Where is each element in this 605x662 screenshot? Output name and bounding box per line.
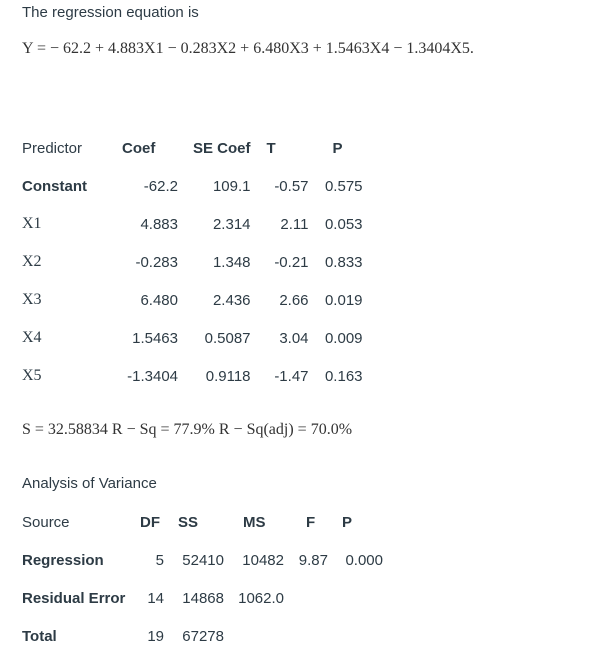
df-value: 19: [147, 627, 164, 645]
t-value: 2.66: [279, 291, 309, 309]
coef-value: -0.283: [135, 253, 178, 271]
table-row: [22, 281, 363, 319]
header-predictor: Predictor: [22, 139, 83, 157]
p-value: 0.163: [324, 367, 363, 385]
p-value: 0.575: [324, 177, 363, 195]
header-p: P: [342, 513, 353, 531]
intro-text: The regression equation is: [22, 4, 199, 21]
se-coef-value: 0.5087: [204, 329, 251, 347]
df-value: 5: [155, 551, 164, 569]
p-value: 0.000: [345, 551, 383, 569]
df-value: 14: [147, 589, 164, 607]
table-row: [22, 541, 383, 579]
table-row: [22, 319, 363, 357]
ss-value: 52410: [182, 551, 224, 569]
ms-value: [224, 617, 284, 655]
anova-table-header: [22, 503, 383, 541]
table-row: [22, 205, 363, 243]
predictor-name: X3: [22, 291, 42, 308]
coef-value: -62.2: [143, 177, 178, 195]
header-ms: MS: [243, 513, 266, 531]
header-df: DF: [140, 513, 160, 531]
table-row: [22, 357, 363, 395]
f-value: [284, 579, 328, 617]
ms-value: 1062.0: [238, 589, 284, 607]
p-value: 0.833: [324, 253, 363, 271]
ss-value: 14868: [182, 589, 224, 607]
header-f: F: [306, 513, 316, 531]
p-value: [328, 579, 383, 617]
predictor-name: X5: [22, 367, 42, 384]
p-value: [328, 617, 383, 655]
se-coef-value: 2.314: [212, 215, 251, 233]
header-coef: Coef: [122, 139, 156, 157]
header-t: T: [266, 139, 276, 157]
coef-value: -1.3404: [127, 367, 178, 385]
ss-value: 67278: [182, 627, 224, 645]
coef-value: 4.883: [140, 215, 178, 233]
t-value: 3.04: [279, 329, 309, 347]
predictor-name: X1: [22, 215, 42, 232]
anova-title: Analysis of Variance: [22, 475, 157, 492]
p-value: 0.053: [324, 215, 363, 233]
t-value: -0.21: [274, 253, 309, 271]
se-coef-value: 2.436: [212, 291, 251, 309]
ms-value: 10482: [242, 551, 284, 569]
anova-table: [22, 503, 383, 655]
table-row: [22, 579, 383, 617]
se-coef-value: 1.348: [212, 253, 251, 271]
header-ss: SS: [178, 513, 199, 531]
se-coef-value: 0.9118: [205, 367, 251, 385]
source-name: Total: [22, 627, 57, 645]
coef-table-header: [22, 129, 363, 167]
header-source: Source: [22, 513, 70, 531]
header-se-coef: SE Coef: [193, 139, 251, 157]
se-coef-value: 109.1: [212, 177, 251, 195]
t-value: -1.47: [274, 367, 309, 385]
p-value: 0.019: [324, 291, 363, 309]
source-name: Regression: [22, 551, 104, 569]
header-p: P: [332, 139, 343, 157]
f-value: 9.87: [298, 551, 328, 569]
regression-equation: Y = − 62.2 + 4.883X1 − 0.283X2 + 6.480X3 + 1.5463X4 − 1.3404X5.: [22, 40, 474, 57]
p-value: 0.009: [324, 329, 363, 347]
f-value: [284, 617, 328, 655]
coef-value: 6.480: [140, 291, 178, 309]
predictor-name: X4: [22, 329, 42, 346]
coef-value: 1.5463: [132, 329, 178, 347]
table-row: [22, 243, 363, 281]
predictor-name: X2: [22, 253, 42, 270]
predictor-name: Constant: [22, 177, 87, 195]
table-row: [22, 617, 383, 655]
source-name: Residual Error: [22, 589, 126, 607]
model-stats: S = 32.58834 R − Sq = 77.9% R − Sq(adj) = 70.0%: [22, 421, 353, 438]
coefficient-table: [22, 129, 363, 395]
t-value: -0.57: [274, 177, 309, 195]
t-value: 2.11: [280, 215, 309, 233]
table-row: [22, 167, 363, 205]
